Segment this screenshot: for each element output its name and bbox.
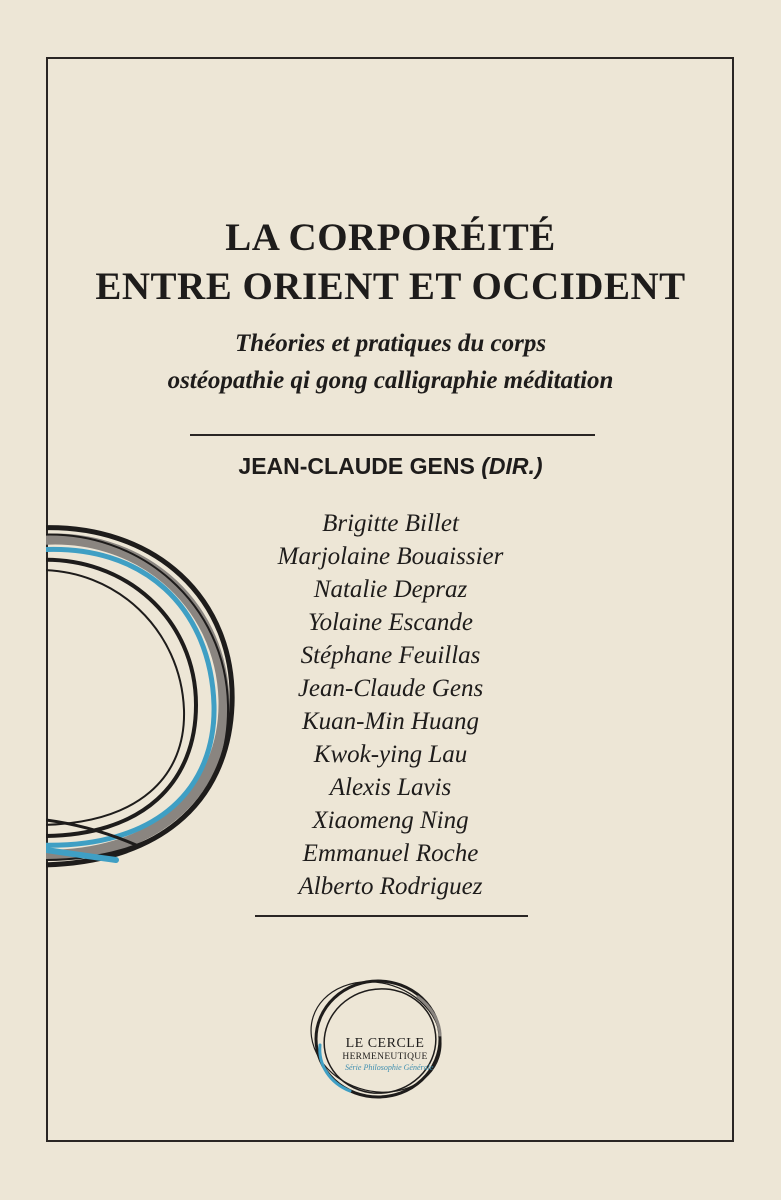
contributor-name: Marjolaine Bouaissier xyxy=(277,543,504,570)
contributor-name: Brigitte Billet xyxy=(322,510,459,537)
divider-bottom xyxy=(255,915,528,917)
contributors-list xyxy=(0,507,781,903)
contributor-name: Alexis Lavis xyxy=(329,774,452,801)
subtitle-line-1: Théories et pratiques du corps xyxy=(234,330,547,357)
publisher-name-sub: HERMENEUTIQUE xyxy=(342,1052,428,1062)
subtitle-line-2: ostéopathie qi gong calligraphie méditation xyxy=(167,367,614,394)
title-line-1: LA CORPORÉITÉ xyxy=(225,216,556,259)
contributor-name: Xiaomeng Ning xyxy=(312,807,469,834)
publisher-name: LE CERCLE xyxy=(345,1036,425,1051)
divider-top xyxy=(190,434,595,436)
contributor-name: Yolaine Escande xyxy=(307,609,474,636)
contributor-name: Jean-Claude Gens xyxy=(297,675,484,702)
editor-line xyxy=(0,455,781,478)
contributor-name: Kwok-ying Lau xyxy=(313,741,468,768)
contributor-name: Stéphane Feuillas xyxy=(300,642,481,669)
contributor-name: Kuan-Min Huang xyxy=(301,708,480,735)
editor-role: (DIR.) xyxy=(481,453,543,479)
contributor-name: Alberto Rodriguez xyxy=(298,873,483,900)
title-line-2: ENTRE ORIENT ET OCCIDENT xyxy=(95,265,686,308)
editor-name: JEAN-CLAUDE GENS xyxy=(238,453,475,479)
publisher-logo xyxy=(300,975,470,1105)
contributor-name: Natalie Depraz xyxy=(313,576,468,603)
contributor-name: Emmanuel Roche xyxy=(302,840,479,867)
publisher-series: Série Philosophie Générale xyxy=(345,1063,434,1072)
